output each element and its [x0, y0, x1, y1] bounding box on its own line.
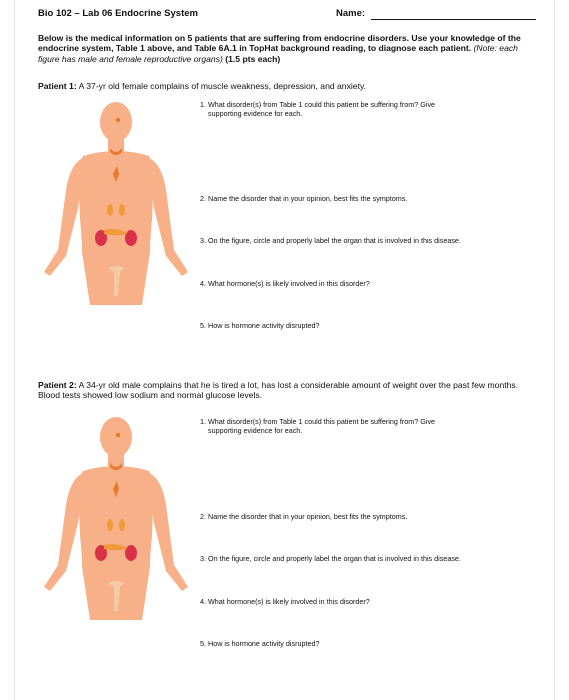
right-arm-shape [149, 158, 188, 276]
name-label: Name: [336, 8, 366, 19]
patient-2-question-5: 5. How is hormone activity disrupted? [200, 639, 320, 648]
left-arm-shape [44, 473, 83, 591]
pituitary-gland [116, 433, 120, 437]
patient-2-question-2: 2. Name the disorder that in your opinion, best fits the symptoms. [200, 512, 408, 521]
patient-1-description [38, 81, 536, 91]
right-adrenal-gland [119, 204, 125, 216]
head-shape [100, 417, 132, 457]
instructions-text: Below is the medical information on 5 patients that are suffering from endocrine disorders. Use your knowledge of the endocrine system, Table 1 above, and Table 6A.1 in TopHat background reading, to diagnose each patient. [38, 33, 521, 54]
instructions [38, 33, 536, 64]
patient-2-question-4: 4. What hormone(s) is likely involved in this disorder? [200, 597, 370, 606]
patient-1-question-5: 5. How is hormone activity disrupted? [200, 321, 320, 330]
left-adrenal-gland [107, 519, 113, 531]
head-shape [100, 102, 132, 142]
patient-1-question-1: 1. What disorder(s) from Table 1 could this patient be suffering from? Give supporting evidence for each. [200, 100, 436, 118]
patient-2-question-3: 3. On the figure, circle and properly label the organ that is involved in this disease. [200, 554, 461, 563]
patient-1-question-4: 4. What hormone(s) is likely involved in this disorder? [200, 279, 370, 288]
patient-1-question-2: 2. Name the disorder that in your opinion, best fits the symptoms. [200, 194, 408, 203]
left-arm-shape [44, 158, 83, 276]
right-arm-shape [149, 473, 188, 591]
patient-1-label: Patient 1: [38, 81, 77, 91]
pituitary-gland [116, 118, 120, 122]
patient-2-label: Patient 2: [38, 380, 77, 390]
patient-2-description [38, 380, 536, 401]
right-kidney [125, 230, 137, 246]
right-adrenal-gland [119, 519, 125, 531]
patient-2-question-1: 1. What disorder(s) from Table 1 could this patient be suffering from? Give supporting evidence for each. [200, 417, 436, 435]
body-figure-1 [38, 100, 193, 305]
body-figure-2 [38, 415, 193, 620]
document-title: Bio 102 – Lab 06 Endocrine System [38, 8, 198, 19]
left-adrenal-gland [107, 204, 113, 216]
right-kidney [125, 545, 137, 561]
instructions-points: (1.5 pts each) [225, 53, 281, 64]
document-header [38, 8, 538, 22]
instructions-note: (Note: each figure has male and female reproductive organs) [38, 43, 518, 64]
patient-2-text: A 34-yr old male complains that he is tired a lot, has lost a considerable amount of weight over the past few months. Blood tests showed low sodium and normal glucose levels. [38, 380, 519, 401]
patient-1-text: A 37-yr old female complains of muscle weakness, depression, and anxiety. [78, 81, 367, 91]
patient-1-question-3: 3. On the figure, circle and properly label the organ that is involved in this disease. [200, 236, 461, 245]
name-blank-line [371, 19, 536, 20]
